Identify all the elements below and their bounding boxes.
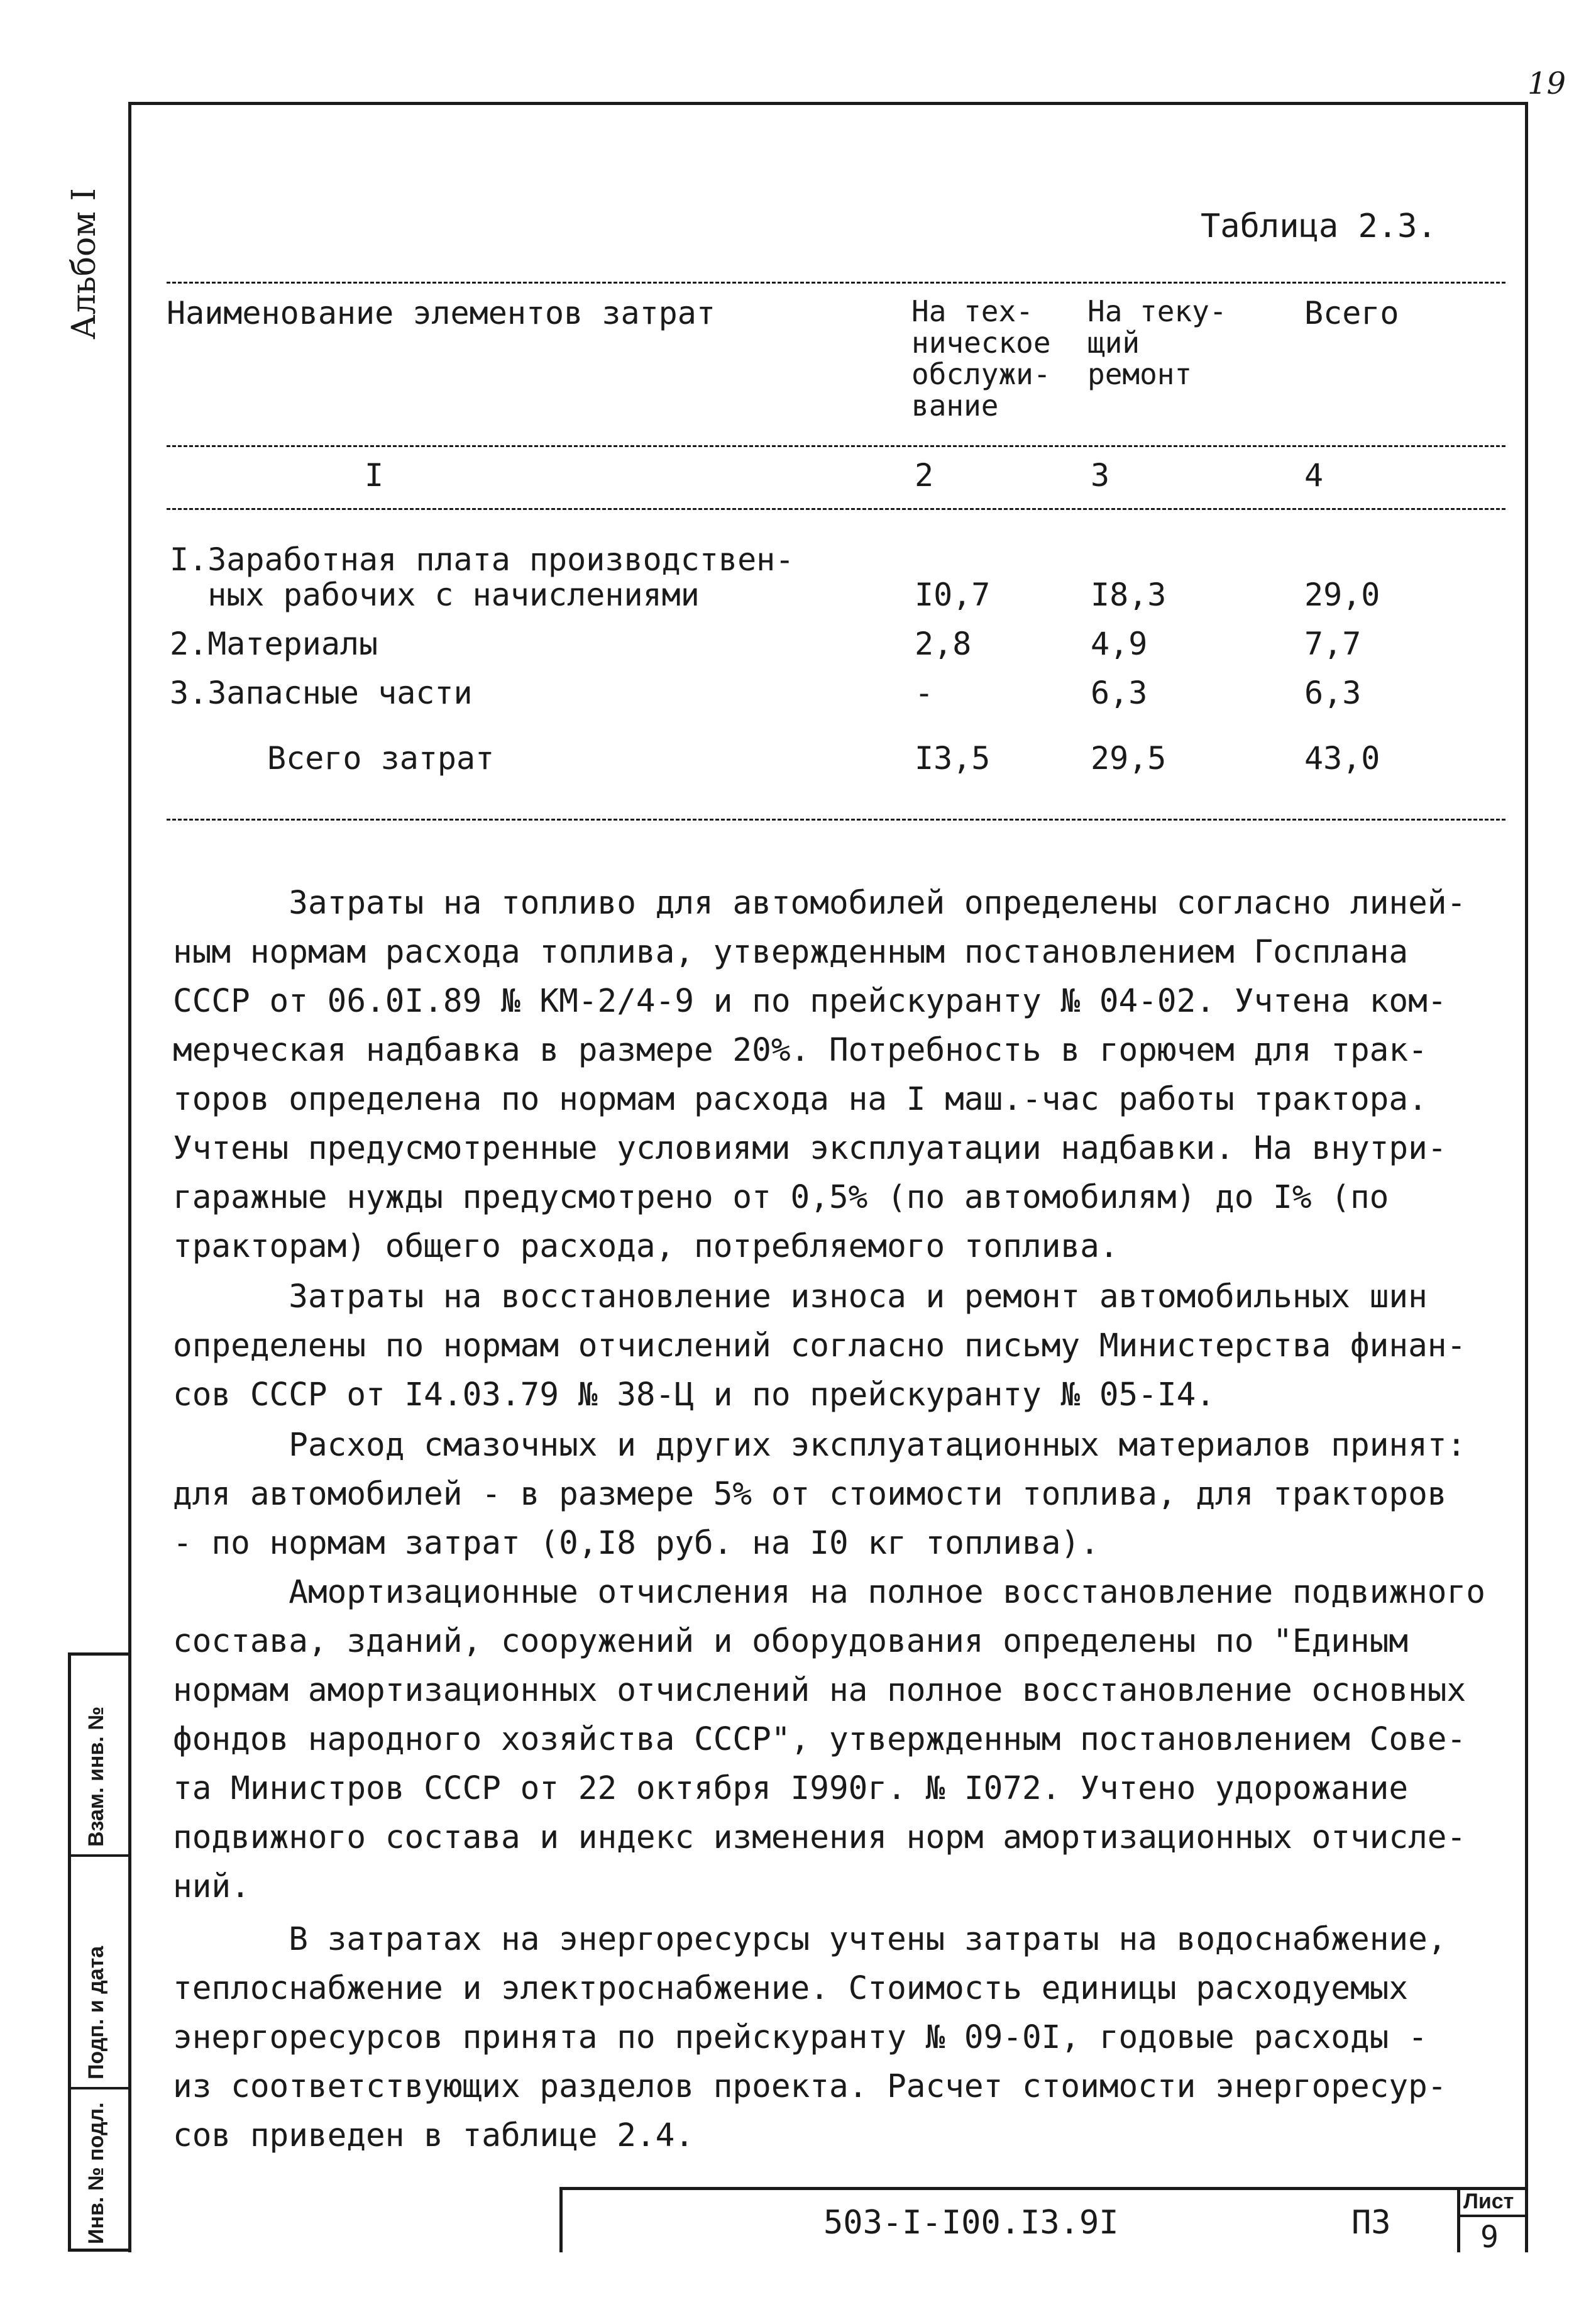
stamp-inv-original-label: Инв. № подл. <box>84 2102 108 2244</box>
total-row-name: Всего затрат <box>267 740 495 777</box>
stamp-replace-inv <box>71 1656 128 1857</box>
row-3-name: 3.Запасные части <box>170 675 473 711</box>
row-2-name: 2.Материалы <box>170 626 378 662</box>
total-row-total: 43,0 <box>1304 740 1380 777</box>
row-1-repair: I8,3 <box>1091 577 1167 613</box>
row-1-name: I.Заработная плата производствен- ных рабочих с начислениями <box>170 541 795 613</box>
paragraph-tires: Затраты на восстановление износа и ремонт автомобильных шин определены по нормам отчислений согласно письму Министерства финан- сов СССР от I4.03.79 № 38-Ц и по прейскуранту № 05-I4. <box>173 1278 1467 1414</box>
stamp-replace-inv-label: Взам. инв. № <box>84 1706 108 1847</box>
paragraph-depreciation: Амортизационные отчисления на полное восстановление подвижного состава, зданий, сооружений и оборудования определены по "Единым нормам амортизационных отчислений на полное восстановление основных фондов народного хозяйства СССР", утвержденным постановлением Сове- та Министров СССР от 22 октября I990г. № I072. Учтено удорожание подвижного состава и индекс изменения норм амортизационных отчисле- ний. <box>173 1574 1485 1905</box>
row-1-total: 29,0 <box>1304 577 1380 613</box>
row-3-total: 6,3 <box>1304 675 1362 711</box>
document-type: ПЗ <box>1351 2204 1391 2242</box>
numbers-bottom-rule <box>167 508 1505 510</box>
table-bottom-rule <box>167 819 1505 821</box>
table-top-rule <box>167 282 1505 284</box>
col-number-3: 3 <box>1091 457 1110 494</box>
header-repair: На теку- щий ремонт <box>1087 294 1227 391</box>
row-1-maintenance: I0,7 <box>915 577 991 613</box>
header-bottom-rule <box>167 445 1505 447</box>
header-total: Всего <box>1304 295 1399 331</box>
document-code: 503-I-I00.I3.9I <box>823 2204 1119 2242</box>
col-number-2: 2 <box>915 457 934 494</box>
col-number-1: I <box>365 457 384 494</box>
left-stamp-column <box>68 1652 128 2252</box>
header-name: Наименование элементов затрат <box>167 295 715 331</box>
sheet-number: 9 <box>1480 2220 1499 2255</box>
album-label: Альбом I <box>65 188 103 340</box>
row-2-total: 7,7 <box>1304 626 1362 662</box>
row-2-repair: 4,9 <box>1091 626 1148 662</box>
col-number-4: 4 <box>1304 457 1324 494</box>
row-3-repair: 6,3 <box>1091 675 1148 711</box>
header-maintenance: На тех- ническое обслужи- вание <box>911 294 1051 423</box>
row-2-maintenance: 2,8 <box>915 626 972 662</box>
paragraph-lubricants: Расход смазочных и других эксплуатационных материалов принят: для автомобилей - в размере 5% от стоимости топлива, для тракторов - по нормам затрат (0,I8 руб. на I0 кг топлива). <box>173 1427 1467 1562</box>
row-3-maintenance: - <box>915 675 934 711</box>
table-caption: Таблица 2.3. <box>1201 208 1437 245</box>
stamp-sign-date-label: Подп. и дата <box>84 1945 108 2079</box>
total-row-repair: 29,5 <box>1091 740 1167 777</box>
stamp-inv-original <box>71 2089 128 2252</box>
total-row-maintenance: I3,5 <box>915 740 991 777</box>
sheet-label: Лист <box>1463 2189 1514 2213</box>
sheet-divider <box>1457 2215 1528 2217</box>
stamp-sign-date <box>71 1857 128 2089</box>
paragraph-energy: В затратах на энергоресурсы учтены затраты на водоснабжение, теплоснабжение и электроснабжение. Стоимость единицы расходуемых энергоресурсов принята по прейскуранту № 09-0I, годовые расходы - из соответствующих разделов проекта. Расчет стоимости энергоресур- сов приведен в таблице 2.4. <box>173 1921 1447 2154</box>
paragraph-fuel: Затраты на топливо для автомобилей определены согласно линей- ным нормам расхода топлива, утвержденным постановлением Госплана СССР от 06.0I.89 № КМ-2/4-9 и по прейскуранту № 04-02. Учтена ком- мерческая надбавка в размере 20%. Потребность в горючем для трак- торов определена по нормам расхода на I маш.-час работы трактора. Учтены предусмотренные условиями эксплуатации надбавки. На внутри- гаражные нужды предусмотрено от 0,5% (по автомобилям) до I% (по тракторам) общего расхода, потребляемого топлива. <box>173 885 1467 1265</box>
corner-page-number: 19 <box>1527 66 1566 101</box>
